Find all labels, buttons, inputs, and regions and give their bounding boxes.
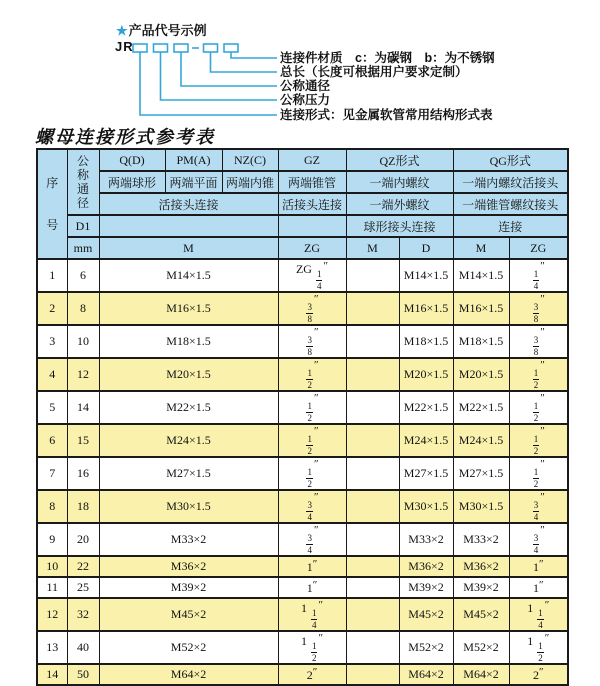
qz-d-cell: M18×1.5 — [399, 325, 453, 358]
dn-cell: 20 — [67, 523, 99, 556]
fraction: $\frac{1}{2}$ — [538, 641, 543, 663]
header-union-connection: 活接头连接 — [99, 193, 278, 215]
qz-m-cell — [346, 631, 399, 664]
table-row — [37, 664, 568, 685]
table-row — [37, 598, 568, 631]
fraction: $\frac{3}{8}$ — [533, 335, 539, 357]
fraction: $\frac{3}{4}$ — [533, 533, 539, 555]
qz-d-cell: M22×1.5 — [399, 391, 453, 424]
qg-m-cell: M18×1.5 — [453, 325, 509, 358]
qg-zg-cell — [509, 292, 568, 325]
m-cell: M33×2 — [99, 523, 278, 556]
qz-d-cell: M30×1.5 — [399, 490, 453, 523]
table-body — [37, 259, 568, 685]
header-qz-connection: 球形接头连接 — [346, 215, 453, 237]
header-dn — [67, 149, 99, 215]
header-col-nz: NZ(C) — [222, 149, 278, 171]
qz-m-cell — [346, 490, 399, 523]
code-box-5 — [224, 44, 238, 52]
dn-cell: 40 — [67, 631, 99, 664]
inch-mark: ″ — [540, 491, 545, 503]
inch-mark: ″ — [540, 524, 545, 536]
inch-mark: ″ — [540, 458, 545, 470]
code-box-3 — [174, 44, 188, 52]
m-cell: M22×1.5 — [99, 391, 278, 424]
fraction: $\frac{1}{2}$ — [307, 401, 312, 423]
inch-mark: ″ — [313, 491, 319, 503]
gz-cell: 2″ — [278, 664, 346, 685]
table-row — [37, 490, 568, 523]
m-cell: M39×2 — [99, 577, 278, 598]
header-col-gz: GZ — [278, 149, 346, 171]
seq-cell: 6 — [37, 424, 67, 457]
qz-m-cell — [346, 598, 399, 631]
qz-d-cell: M64×2 — [399, 664, 453, 685]
qg-m-cell: M36×2 — [453, 556, 509, 577]
code-box-1 — [133, 44, 147, 52]
qz-d-cell: M16×1.5 — [399, 292, 453, 325]
fraction: $\frac{3}{8}$ — [307, 302, 312, 324]
seq-cell: 12 — [37, 598, 67, 631]
fraction: $\frac{1}{2}$ — [533, 434, 539, 456]
qg-m-cell: M16×1.5 — [453, 292, 509, 325]
table-row — [37, 577, 568, 598]
m-cell: M20×1.5 — [99, 358, 278, 391]
table-row — [37, 325, 568, 358]
inch-mark: ″ — [538, 579, 544, 591]
qg-m-cell: M27×1.5 — [453, 457, 509, 490]
qg-m-cell: M30×1.5 — [453, 490, 509, 523]
code-box-4 — [204, 44, 218, 52]
qg-zg-cell — [509, 358, 568, 391]
header-blank-gz — [278, 215, 346, 237]
inch-mark: ″ — [312, 558, 318, 570]
fraction: $\frac{3}{4}$ — [307, 533, 312, 555]
inch-mark: ″ — [540, 260, 545, 272]
nut-connection-table — [36, 148, 569, 686]
inch-mark: ″ — [313, 524, 319, 536]
dn-cell: 6 — [67, 259, 99, 292]
inch-mark: ″ — [538, 558, 544, 570]
fraction: $\frac{1}{4}$ — [316, 269, 322, 291]
gz-cell — [278, 457, 346, 490]
m-cell: M30×1.5 — [99, 490, 278, 523]
seq-cell: 5 — [37, 391, 67, 424]
inch-mark: ″ — [540, 392, 545, 404]
qz-d-cell: M45×2 — [399, 598, 453, 631]
qg-zg-cell: 1″ — [509, 577, 568, 598]
connector-line-diameter — [181, 52, 277, 86]
inch-mark: ″ — [540, 326, 545, 338]
dn-cell: 50 — [67, 664, 99, 685]
seq-cell: 8 — [37, 490, 67, 523]
qz-d-cell: M20×1.5 — [399, 358, 453, 391]
seq-cell: 13 — [37, 631, 67, 664]
qg-zg-cell — [509, 490, 568, 523]
fraction: $\frac{3}{8}$ — [533, 302, 539, 324]
qg-m-cell: M24×1.5 — [453, 424, 509, 457]
table-row — [37, 631, 568, 664]
seq-cell: 11 — [37, 577, 67, 598]
fraction: $\frac{1}{4}$ — [311, 608, 317, 630]
qz-d-cell: M27×1.5 — [399, 457, 453, 490]
header-nz-desc: 两端内锥 — [222, 171, 278, 193]
qz-d-cell: M36×2 — [399, 556, 453, 577]
product-code-prefix: JR — [115, 39, 134, 54]
header-qz-desc-top: 一端内螺纹 — [346, 171, 453, 193]
qg-m-cell: M20×1.5 — [453, 358, 509, 391]
qz-m-cell — [346, 577, 399, 598]
connector-line-length — [211, 52, 278, 72]
qz-m-cell — [346, 391, 399, 424]
table-row — [37, 259, 568, 292]
qz-d-cell: M52×2 — [399, 631, 453, 664]
diagram-label-length: 总长（长度可根据用户要求定制） — [280, 65, 468, 79]
header-q-desc: 两端球形 — [99, 171, 165, 193]
header-qg-zg-label: ZG — [509, 237, 568, 259]
header-col-qz: QZ形式 — [346, 149, 453, 171]
inch-mark: ″ — [540, 293, 545, 305]
dn-cell: 8 — [67, 292, 99, 325]
qz-m-cell — [346, 523, 399, 556]
diagram-label-pressure: 公称压力 — [280, 93, 331, 107]
fraction: $\frac{3}{4}$ — [533, 500, 539, 522]
qg-m-cell: M45×2 — [453, 598, 509, 631]
m-cell: M36×2 — [99, 556, 278, 577]
header-col-q: Q(D) — [99, 149, 165, 171]
qz-m-cell — [346, 292, 399, 325]
header-seq — [37, 149, 67, 259]
inch-mark: ″ — [318, 632, 324, 644]
gz-cell: 1 $\frac{1}{2}$ ″ — [278, 631, 346, 664]
qg-zg-cell: 1 $\frac{1}{2}$ ″ — [509, 631, 568, 664]
qz-m-cell — [346, 358, 399, 391]
gz-cell — [278, 424, 346, 457]
gz-cell — [278, 490, 346, 523]
qg-zg-cell — [509, 457, 568, 490]
m-cell: M45×2 — [99, 598, 278, 631]
dn-cell: 14 — [67, 391, 99, 424]
header-qg-connection: 连接 — [453, 215, 568, 237]
m-cell: M64×2 — [99, 664, 278, 685]
dn-cell: 10 — [67, 325, 99, 358]
gz-cell — [278, 325, 346, 358]
inch-mark: ″ — [312, 579, 318, 591]
seq-cell: 1 — [37, 259, 67, 292]
fraction: $\frac{1}{4}$ — [538, 608, 543, 630]
gz-cell — [278, 391, 346, 424]
m-cell: M18×1.5 — [99, 325, 278, 358]
dn-cell: 12 — [67, 358, 99, 391]
qg-zg-cell — [509, 424, 568, 457]
product-code-diagram — [0, 0, 600, 122]
header-pm-desc: 两端平面 — [165, 171, 222, 193]
qg-zg-cell: 1 $\frac{1}{4}$ ″ — [509, 598, 568, 631]
diagram-label-material: 连接件材质 c：为碳钢 b：为不锈钢 — [280, 51, 495, 65]
dn-cell: 25 — [67, 577, 99, 598]
header-qg-m-label: M — [453, 237, 509, 259]
inch-mark: ″ — [313, 425, 319, 437]
table-row — [37, 424, 568, 457]
qz-m-cell — [346, 556, 399, 577]
table-header — [37, 149, 568, 259]
fraction: $\frac{3}{8}$ — [307, 335, 312, 357]
dn-cell: 22 — [67, 556, 99, 577]
header-gz-desc: 两端锥管 — [278, 171, 346, 193]
header-col-qg: QG形式 — [453, 149, 568, 171]
m-cell: M24×1.5 — [99, 424, 278, 457]
header-zg-label: ZG — [278, 237, 346, 259]
qz-d-cell: M24×1.5 — [399, 424, 453, 457]
seq-cell: 10 — [37, 556, 67, 577]
gz-cell — [278, 292, 346, 325]
connector-line-material — [231, 52, 277, 58]
gz-cell: ZG $\frac{1}{4}$ ″ — [278, 259, 346, 292]
qz-d-cell: M39×2 — [399, 577, 453, 598]
fraction: $\frac{1}{2}$ — [533, 401, 539, 423]
inch-mark: ″ — [540, 359, 545, 371]
fraction: $\frac{1}{4}$ — [533, 269, 539, 291]
inch-mark: ″ — [538, 666, 544, 678]
dn-cell: 15 — [67, 424, 99, 457]
inch-mark: ″ — [540, 425, 545, 437]
table-row — [37, 292, 568, 325]
header-col-pm: PM(A) — [165, 149, 222, 171]
header-qz-d-label: D — [399, 237, 453, 259]
fraction: $\frac{1}{2}$ — [307, 368, 312, 390]
qz-m-cell — [346, 424, 399, 457]
m-cell: M27×1.5 — [99, 457, 278, 490]
seq-cell: 14 — [37, 664, 67, 685]
header-seq-text: 序号 — [46, 176, 59, 232]
fraction: $\frac{1}{2}$ — [307, 434, 312, 456]
table-title: 螺母连接形式参考表 — [35, 127, 215, 148]
seq-cell: 7 — [37, 457, 67, 490]
fraction: $\frac{1}{2}$ — [533, 467, 539, 489]
inch-mark: ″ — [313, 458, 319, 470]
header-m-label: M — [99, 237, 278, 259]
table-row — [37, 391, 568, 424]
qg-zg-cell — [509, 523, 568, 556]
header-qz-desc-bottom: 一端外螺纹 — [346, 193, 453, 215]
fraction: $\frac{1}{2}$ — [307, 467, 312, 489]
inch-mark: ″ — [318, 599, 324, 611]
qz-d-cell: M33×2 — [399, 523, 453, 556]
qz-m-cell — [346, 325, 399, 358]
diagram-label-diameter: 公称通径 — [280, 79, 331, 93]
header-dn-text: 公称通径 — [77, 153, 90, 210]
qz-m-cell — [346, 664, 399, 685]
fraction: $\frac{3}{4}$ — [307, 500, 312, 522]
qz-d-cell: M14×1.5 — [399, 259, 453, 292]
gz-cell: 1″ — [278, 556, 346, 577]
table-row — [37, 523, 568, 556]
seq-cell: 9 — [37, 523, 67, 556]
gz-cell: 1″ — [278, 577, 346, 598]
inch-mark: ″ — [313, 359, 319, 371]
dn-cell: 16 — [67, 457, 99, 490]
qz-m-cell — [346, 457, 399, 490]
qg-m-cell: M64×2 — [453, 664, 509, 685]
qg-m-cell: M52×2 — [453, 631, 509, 664]
header-qg-desc-top: 一端内螺纹活接头 — [453, 171, 568, 193]
diagram-title-text: 产品代号示例 — [128, 23, 207, 38]
qg-m-cell: M33×2 — [453, 523, 509, 556]
inch-mark: ″ — [313, 326, 319, 338]
qg-zg-cell — [509, 259, 568, 292]
table-row — [37, 358, 568, 391]
header-qg-desc-bottom: 一端锥管螺纹接头 — [453, 193, 568, 215]
diagram-label-form: 连接形式：见金属软管常用结构形式表 — [280, 108, 493, 122]
seq-cell: 2 — [37, 292, 67, 325]
inch-mark: ″ — [313, 293, 319, 305]
header-blank-m — [99, 215, 278, 237]
fraction: $\frac{1}{2}$ — [311, 641, 317, 663]
dn-cell: 32 — [67, 598, 99, 631]
qg-m-cell: M14×1.5 — [453, 259, 509, 292]
qg-m-cell: M22×1.5 — [453, 391, 509, 424]
header-unit: mm — [67, 237, 99, 259]
qg-zg-cell — [509, 391, 568, 424]
inch-mark: ″ — [544, 632, 550, 644]
gz-cell — [278, 523, 346, 556]
fraction: $\frac{1}{2}$ — [533, 368, 539, 390]
code-box-2 — [154, 44, 168, 52]
inch-mark: ″ — [313, 392, 319, 404]
qg-zg-cell: 2″ — [509, 664, 568, 685]
header-d1: D1 — [67, 215, 99, 237]
gz-cell — [278, 358, 346, 391]
m-cell: M52×2 — [99, 631, 278, 664]
qg-m-cell: M39×2 — [453, 577, 509, 598]
gz-cell: 1 $\frac{1}{4}$ ″ — [278, 598, 346, 631]
table-row — [37, 556, 568, 577]
star-icon: ★ — [116, 23, 128, 38]
seq-cell: 3 — [37, 325, 67, 358]
connector-line-pressure — [161, 52, 278, 100]
header-gz-connection: 活接头连接 — [278, 193, 346, 215]
table-row — [37, 457, 568, 490]
inch-mark: ″ — [312, 666, 318, 678]
seq-cell: 4 — [37, 358, 67, 391]
header-qz-m-label: M — [346, 237, 399, 259]
qg-zg-cell — [509, 325, 568, 358]
inch-mark: ″ — [323, 260, 329, 272]
qz-m-cell — [346, 259, 399, 292]
dn-cell: 18 — [67, 490, 99, 523]
inch-mark: ″ — [544, 599, 550, 611]
qg-zg-cell: 1″ — [509, 556, 568, 577]
m-cell: M14×1.5 — [99, 259, 278, 292]
m-cell: M16×1.5 — [99, 292, 278, 325]
